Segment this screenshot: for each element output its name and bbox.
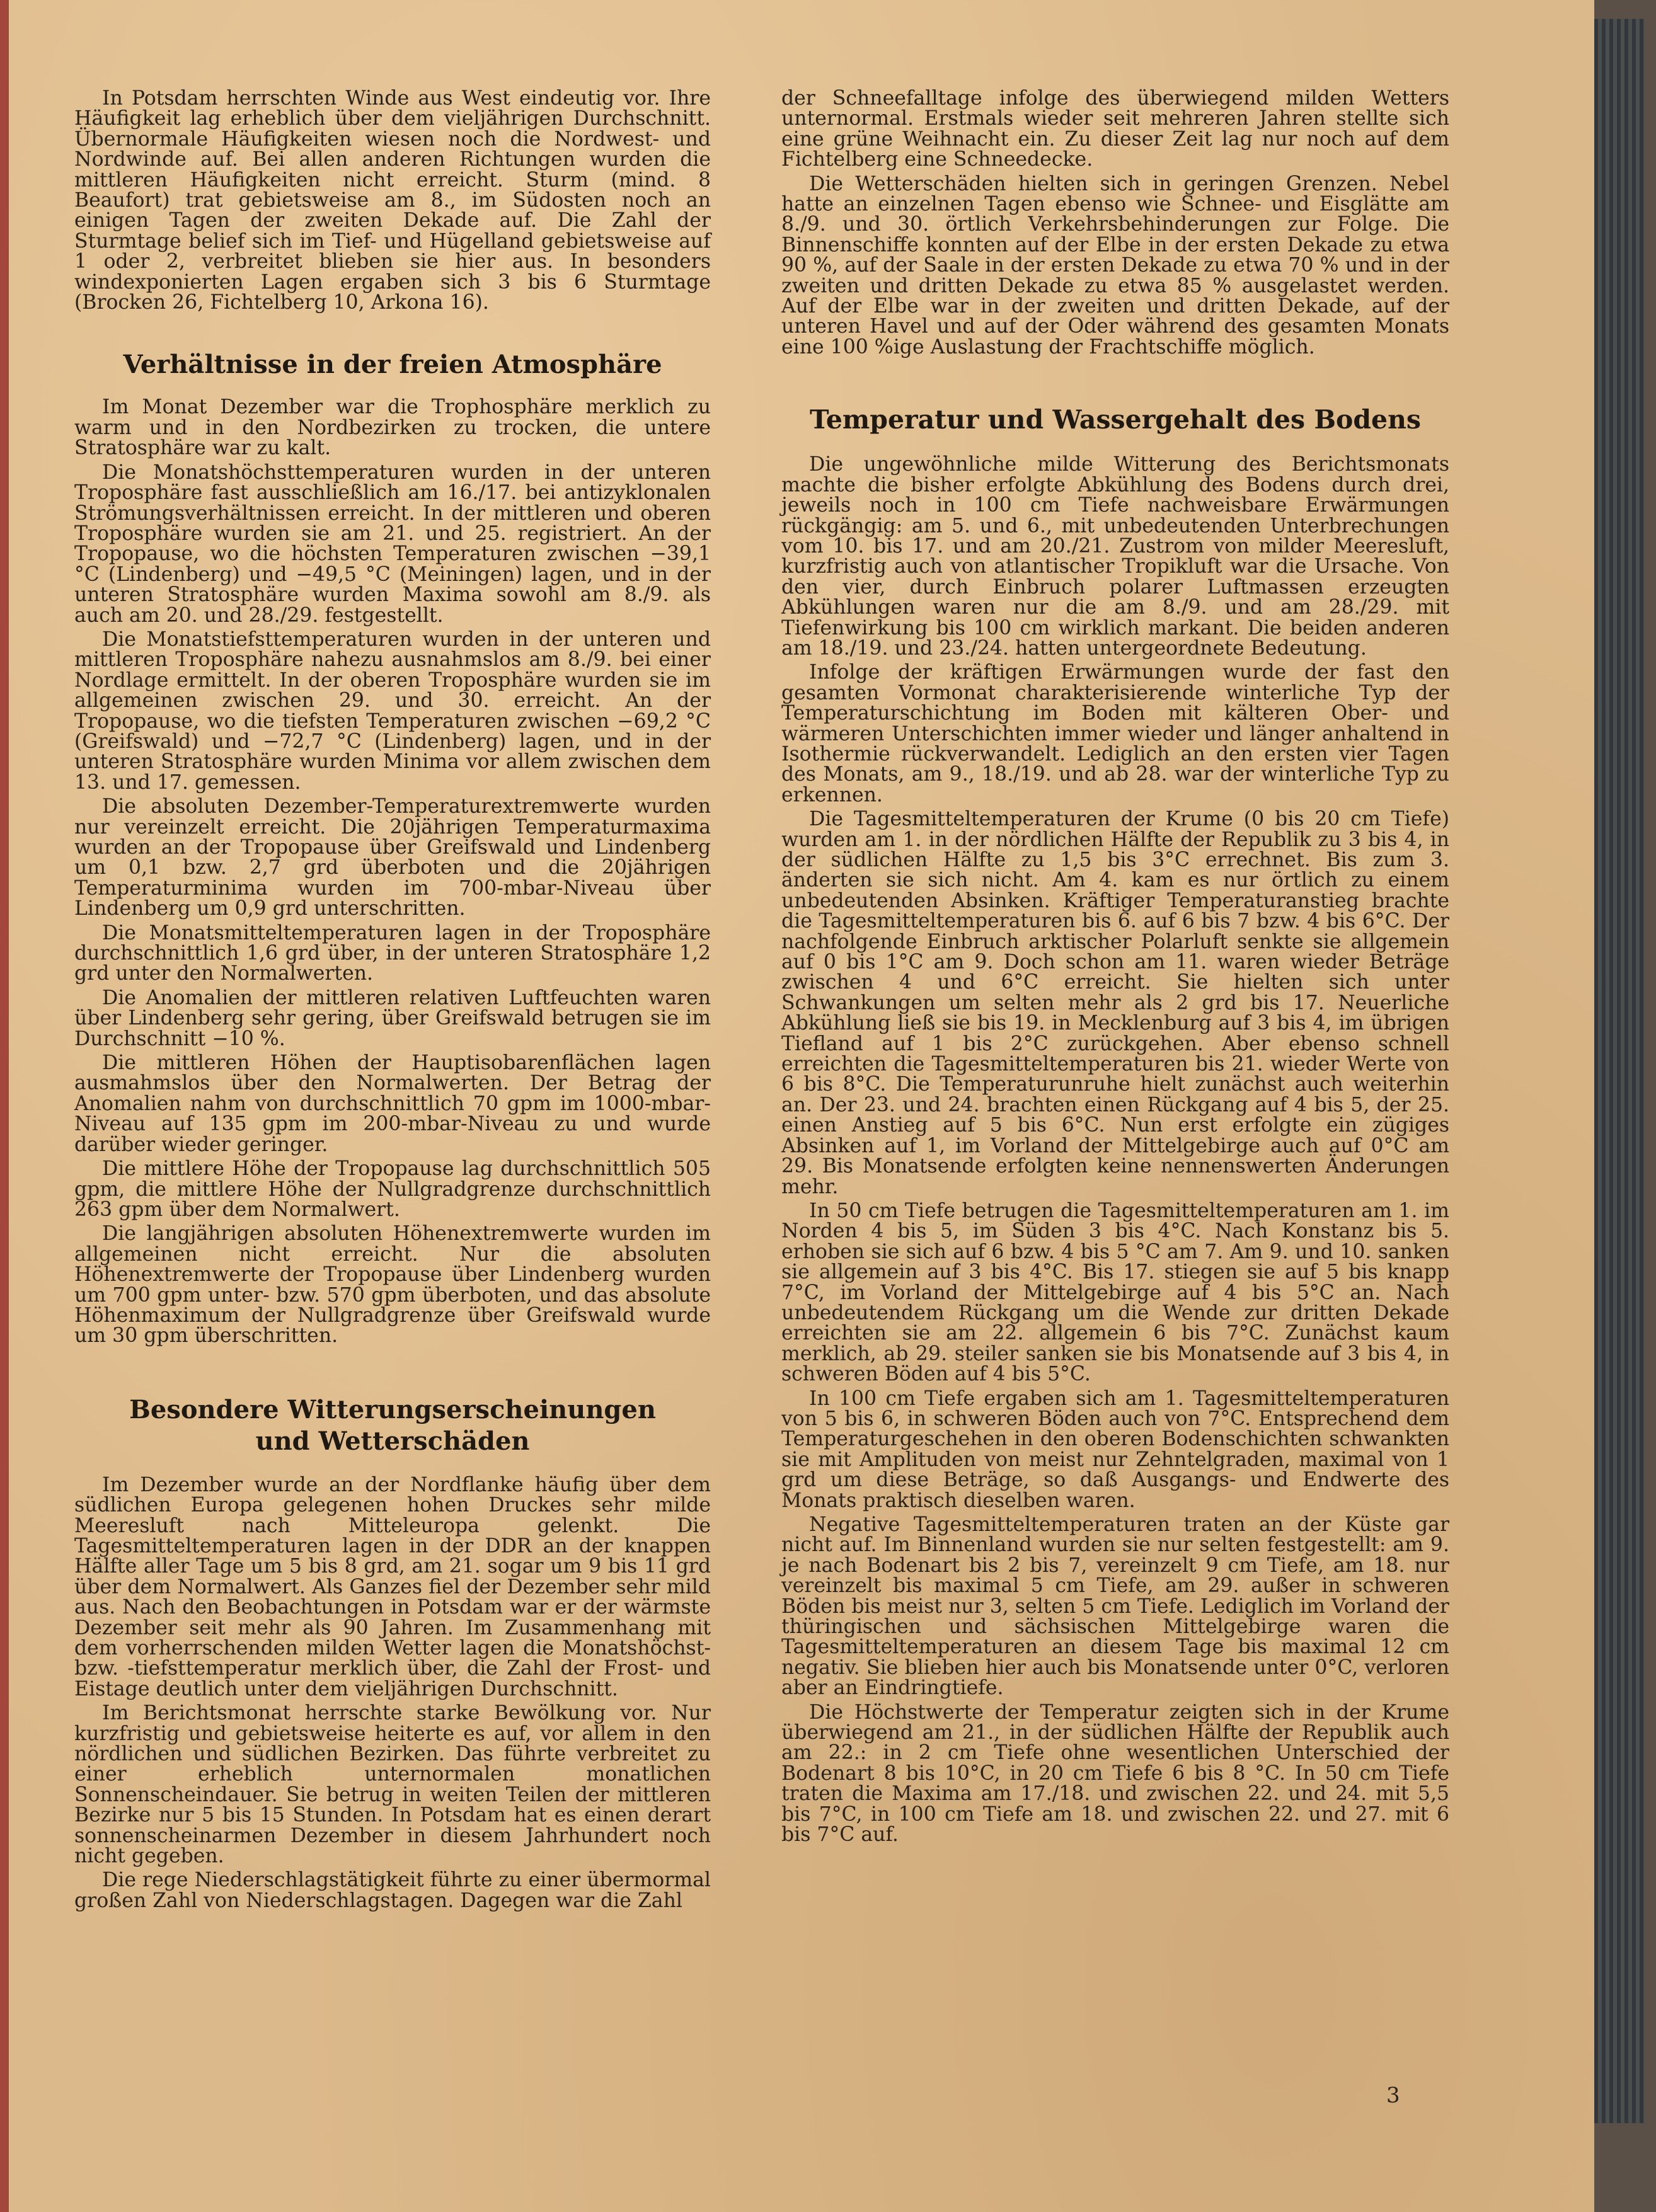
paragraph-negative-temperatures: Negative Tagesmitteltemperaturen traten an der Küste gar nicht auf. Im Binnenland wurden sie nur selten festgestellt: am 9. je nach Bodenart bis 2 bis 7, vereinzelt 9 cm Tiefe, am 18. nur vereinzelt bis maximal 5 cm Tiefe, am 29. außer in schweren Böden bis meist nur 3, selten 5 cm Tiefe. Lediglich im Vorland der thüringischen und sächsischen Mittelgebirge waren die Tagesmitteltemperaturen an diesem Tage bis maximal 12 cm negativ. Sie blieben hier auch bis Monatsende unter 0°C, verloren aber an Eindringtiefe. (781, 1513, 1449, 1700)
heading-line-1: Besondere Witterungserscheinungen (129, 1394, 656, 1424)
paragraph-min-temperatures: Die Monatstiefsttemperaturen wurden in der unteren und mittleren Troposphäre nahezu ausnahmslos am 8./9. bei einer Nordlage ermittelt. In der oberen Troposphäre wurden sie im allgemeinen zwischen 29. und 30. erreicht. An der Tropopause, wo die tiefsten Temperaturen zwischen −69,2 °C (Greifswald) und −72,7 °C (Lindenberg) lagen, und in der unteren Stratosphäre wurden Minima vor allem zwischen dem 13. und 17. gemessen. (74, 627, 711, 794)
paragraph-humidity: Die Anomalien der mittleren relativen Luftfeuchten waren über Lindenberg sehr gering, über Greifswald betrugen sie im Durchschnitt −10 %. (74, 986, 711, 1050)
paragraph-snowfall: der Schneefalltage infolge des überwiegend milden Wetters unternormal. Erstmals wieder seit mehreren Jahren stellte sich eine grüne Weihnacht ein. Zu dieser Zeit lag nur noch auf dem Fichtelberg eine Schneedecke. (781, 87, 1449, 171)
paragraph-tropopause: Die mittlere Höhe der Tropopause lag durchschnittlich 505 gpm, die mittlere Höhe der Nullgradgrenze durchschnittlich 263 gpm über dem Normalwert. (74, 1157, 711, 1221)
paragraph-precipitation: Die rege Niederschlagstätigkeit führte zu einer übermormal großen Zahl von Niederschlagstagen. Dagegen war die Zahl (74, 1869, 711, 1912)
paragraph-100cm-depth: In 100 cm Tiefe ergaben sich am 1. Tagesmitteltemperaturen von 5 bis 6, in schweren Böden auch von 7°C. Entsprechend dem Temperaturgeschehen in den oberen Bodenschichten schwankten sie mit Amplituden von meist nur Zehntelgraden, maximal von 1 grd um diese Beträge, so daß Ausgangs- und Endwerte des Monats praktisch dieselben waren. (781, 1387, 1449, 1512)
paragraph-mean-temperatures: Die Monatsmitteltemperaturen lagen in der Troposphäre durchschnittlich 1,6 grd über, in der unteren Stratosphäre 1,2 grd unter den Normalwerten. (74, 921, 711, 985)
section-heading-weather-events (74, 1394, 711, 1457)
paragraph-isobaric-heights: Die mittleren Höhen der Hauptisobarenflächen lagen ausmahmslos über den Normalwerten. Der Betrag der Anomalien nahm von durchschnittlich 70 gpm im 1000-mbar-Niveau auf 135 gpm im 200-mbar-Niveau zu und wurde darüber wieder geringer. (74, 1052, 711, 1156)
left-column (74, 88, 711, 1915)
section-heading-soil-temperature: Temperatur und Wassergehalt des Bodens (810, 404, 1421, 435)
heading-line-2: und Wetterschäden (255, 1426, 530, 1456)
paragraph-max-temperatures: Die Monatshöchsttemperaturen wurden in der unteren Troposphäre fast ausschließlich am 16./17. bei antizyklonalen Strömungsverhältnissen erreicht. In der mittleren und oberen Troposphäre wurden sie am 21. und 25. registriert. An der Tropopause, wo die höchsten Temperaturen zwischen −39,1 °C (Lindenberg) und −49,5 °C (Meiningen) lagen, und in der unteren Stratosphäre wurden Maxima sowohl am 8./9. als auch am 20. und 28./29. festgestellt. (74, 461, 711, 627)
paragraph-weather-damage: Die Wetterschäden hielten sich in geringen Grenzen. Nebel hatte an einzelnen Tagen ebenso wie Schnee- und Eisglätte am 8./9. und 30. örtlich Verkehrsbehinderungen zur Folge. Die Binnenschiffe konnten auf der Elbe in der ersten Dekade zu etwa 90 %, auf der Saale in der ersten Dekade zu etwa 70 % und in der zweiten und dritten Dekade zu etwa 85 % ausgelastet werden. Auf der Elbe war in der zweiten und dritten Dekade, auf der unteren Havel und auf der Oder während des gesamten Monats eine 100 %ige Auslastung der Frachtschiffe möglich. (781, 172, 1449, 358)
paragraph-winds: In Potsdam herrschten Winde aus West eindeutig vor. Ihre Häufigkeit lag erheblich über dem vieljährigen Durchschnitt. Übernormale Häufigkeiten wiesen noch die Nordwest- und Nordwinde auf. Bei allen anderen Richtungen wurden die mittleren Häufigkeiten nicht erreicht. Sturm (mind. 8 Beaufort) trat gebietsweise am 8., im Südosten noch an einigen Tagen der zweiten Dekade auf. Die Zahl der Sturmtage belief sich im Tief- und Hügelland gebietsweise auf 1 oder 2, verbreitet blieben sie hier aus. In besonders windexponierten Lagen ergaben sich 3 bis 6 Sturmtage (Brocken 26, Fichtelberg 10, Arkona 16). (74, 87, 711, 314)
paragraph-mild-december: Im Dezember wurde an der Nordflanke häufig über dem südlichen Europa gelegenen hohen Druckes sehr milde Meeresluft nach Mitteleuropa gelenkt. Die Tagesmitteltemperaturen lagen in der DDR an der knappen Hälfte aller Tage um 5 bis 8 grd, am 21. sogar um 9 bis 11 grd über dem Normalwert. Als Ganzes fiel der Dezember sehr mild aus. Nach den Beobachtungen in Potsdam war er der wärmste Dezember seit mehr als 90 Jahren. Im Zusammenhang mit dem vorherrschenden milden Wetter lagen die Monatshöchst- bzw. -tiefsttemperatur merklich über, die Zahl der Frost- und Eistage deutlich unter dem vieljährigen Durchschnitt. (74, 1473, 711, 1700)
binding-spine (0, 0, 9, 2212)
section-heading-atmosphere: Verhältnisse in der freien Atmosphäre (123, 350, 662, 380)
paragraph-cloudiness: Im Berichtsmonat herrschte starke Bewölkung vor. Nur kurzfristig und gebietsweise heiterte es auf, vor allem in den nördlichen und südlichen Bezirken. Das führte verbreitet zu einer erheblich unternormalen monatlichen Sonnenscheindauer. Sie betrug in weiten Teilen der mittleren Bezirke nur 5 bis 15 Stunden. In Potsdam hat es einen derart sonnenscheinarmen Dezember in diesem Jahrhundert noch nicht gegeben. (74, 1702, 711, 1868)
right-column (781, 88, 1449, 1849)
paragraph-temperature-layering: Infolge der kräftigen Erwärmungen wurde der fast den gesamten Vormonat charakterisierende winterliche Typ der Temperaturschichtung im Boden mit kälteren Ober- und wärmeren Unterschichten immer wieder und länger anhaltend in Isothermie rückverwandelt. Lediglich an den ersten vier Tagen des Monats, am 9., 18./19. und ab 28. war der winterliche Typ zu erkennen. (781, 661, 1449, 806)
paragraph-troposphere: Im Monat Dezember war die Trophosphäre merklich zu warm und in den Nordbezirken zu trocken, die untere Stratosphäre war zu kalt. (74, 396, 711, 460)
paragraph-50cm-depth: In 50 cm Tiefe betrugen die Tagesmitteltemperaturen am 1. im Norden 4 bis 5, im Süden 3 bis 4°C. Nach Konstanz bis 5. erhoben sie sich auf 6 bzw. 4 bis 5 °C am 7. Am 9. und 10. sanken sie allgemein auf 3 bis 4°C. Bis 17. stiegen sie auf 5 bis knapp 7°C, im Vorland der Mittelgebirge auf 4 bis 5°C an. Nach unbedeutendem Rückgang um die Wende zur dritten Dekade erreichten sie am 22. allgemein 6 bis 7°C. Zunächst kaum merklich, ab 29. steiler sanken sie bis Monatsende auf 3 bis 4, in schweren Böden auf 4 bis 5°C. (781, 1199, 1449, 1386)
paragraph-topsoil-temperatures: Die Tagesmitteltemperaturen der Krume (0 bis 20 cm Tiefe) wurden am 1. in der nördlichen Hälfte der Republik zu 3 bis 4, in der südlichen Hälfte zu 1,5 bis 3°C errechnet. Bis zum 3. änderten sie sich nicht. Am 4. kam es nur örtlich zu einem unbedeutenden Absinken. Kräftiger Temperaturanstieg brachte die Tagesmitteltemperaturen bis 6. auf 6 bis 7 bzw. 4 bis 6°C. Der nachfolgende Einbruch arktischer Polarluft senkte sie allgemein auf 0 bis 1°C am 9. Doch schon am 11. waren wieder Beträge zwischen 4 und 6°C erreicht. Sie hielten sich unter Schwankungen um selten mehr als 2 grd bis 17. Neuerliche Abkühlung ließ sie bis 19. in Mecklenburg auf 3 bis 4, im übrigen Tiefland auf 1 bis 2°C zurückgehen. Aber ebenso schnell erreichten die Tagesmitteltemperaturen bis 21. wieder Werte von 6 bis 8°C. Die Temperaturunruhe hielt zunächst auch weiterhin an. Der 23. und 24. brachten einen Rückgang auf 4 bis 5, der 25. einen Anstieg auf 5 bis 6°C. Nun erst erfolgte ein zügiges Absinken auf 1, im Vorland der Mittelgebirge auch auf 0°C am 29. Bis Monatsende erfolgten keine nennenswerten Änderungen mehr. (781, 808, 1449, 1198)
page-number: 3 (1386, 2083, 1400, 2108)
paragraph-temperature-extremes: Die absoluten Dezember-Temperaturextremwerte wurden nur vereinzelt erreicht. Die 20jährigen Temperaturmaxima wurden an der Tropopause über Greifswald und Lindenberg um 0,1 bzw. 2,7 grd überboten und die 20jährigen Temperaturminima wurden im 700-mbar-Niveau über Lindenberg um 0,9 grd unterschritten. (74, 795, 711, 920)
paragraph-maximum-values: Die Höchstwerte der Temperatur zeigten sich in der Krume überwiegend am 21., in der südlichen Hälfte der Republik auch am 22.: in 2 cm Tiefe ohne wesentlichen Unterschied der Bodenart 8 bis 10°C, in 20 cm Tiefe 6 bis 8 °C. In 50 cm Tiefe traten die Maxima am 17./18. und zwischen 22. und 24. mit 5,5 bis 7°C, in 100 cm Tiefe am 18. und zwischen 22. und 27. mit 6 bis 7°C auf. (781, 1700, 1449, 1847)
paragraph-height-extremes: Die langjährigen absoluten Höhenextremwerte wurden im allgemeinen nicht erreicht. Nur die absoluten Höhenextremwerte der Tropopause über Lindenberg wurden um 700 gpm unter- bzw. 570 gpm überboten, und das absolute Höhenmaximum der Nullgradgrenze über Greifswald wurde um 30 gpm überschritten. (74, 1222, 711, 1348)
paragraph-soil-warming: Die ungewöhnliche milde Witterung des Berichtsmonats machte die bisher erfolgte Abkühlung des Bodens durch drei, jeweils noch in 100 cm Tiefe nachweisbare Erwärmungen rückgängig: am 5. und 6., mit unbedeutenden Unterbrechungen vom 10. bis 17. und am 20./21. Zustrom von milder Meeresluft, kurzfristig auch von atlantischer Tropikluft war die Ursache. Von den vier, durch Einbruch polarer Luftmassen erzeugten Abkühlungen waren nur die am 8./9. und am 28./29. mit Tiefenwirkung bis 100 cm wirklich markant. Die beiden anderen am 18./19. und 23./24. hatten untergeordnete Bedeutung. (781, 453, 1449, 660)
